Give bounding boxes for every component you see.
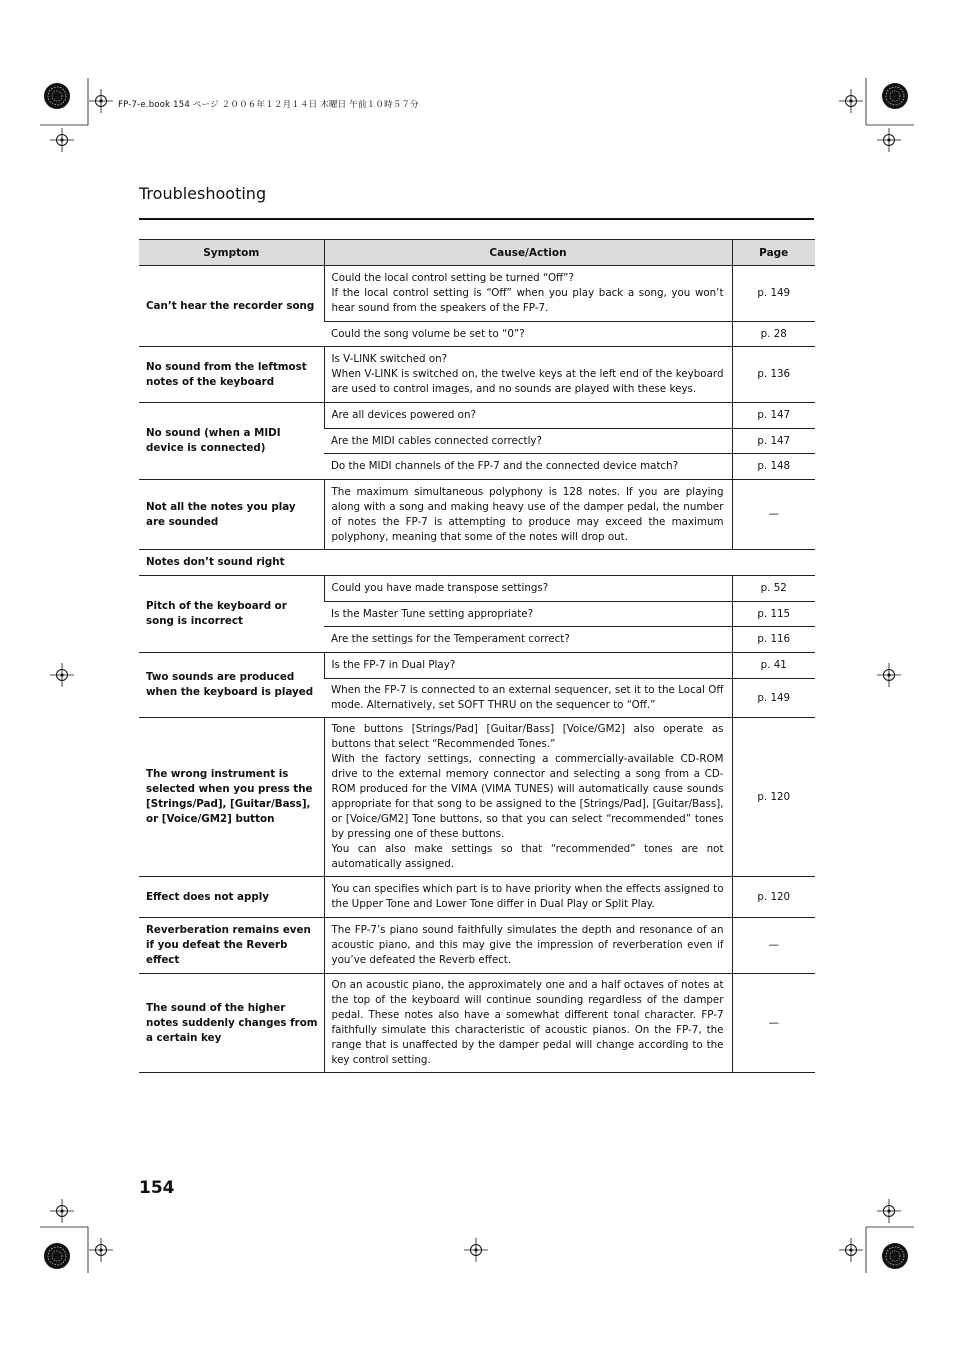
cause-action-text: On an acoustic piano, the approximately one and a half octaves of notes at the top of the keyboard will continue sounding regardless of the damper pedal. These notes also have a somewhat different tonal character. FP-7 faithfully simulate this characteristic of acoustic pianos. On the FP-7, the range that is unaffected by the damper pedal will change according to the key control setting. <box>331 979 724 1066</box>
cause-action-cell <box>324 627 732 653</box>
page-reference-cell: p. 120 <box>732 718 815 877</box>
cause-action-cell <box>324 576 732 602</box>
cause-action-cell <box>324 347 732 403</box>
cause-action-text: Are all devices powered on? <box>331 409 476 421</box>
cause-action-cell <box>324 679 732 718</box>
cause-action-text: Could the song volume be set to “0”? <box>331 327 525 340</box>
section-heading: Notes don’t sound right <box>139 550 815 576</box>
page-reference-cell: — <box>732 974 815 1073</box>
cause-action-cell <box>324 429 732 454</box>
cause-action-text: Do the MIDI channels of the FP-7 and the connected device match? <box>331 460 679 472</box>
cause-action-text: When V-LINK is switched on, the twelve keys at the left end of the keyboard are used to control images, and no sounds are played with these keys. <box>331 368 724 395</box>
page-reference-cell: p. 147 <box>732 403 815 429</box>
symptom-cell: Two sounds are produced when the keyboard is played <box>139 653 324 718</box>
print-metadata: FP-7-e.book 154 ページ ２００６年１２月１４日 木曜日 午前１０時５７分 <box>118 100 419 110</box>
table-row <box>139 877 815 918</box>
symptom-cell: The sound of the higher notes suddenly changes from a certain key <box>139 974 324 1073</box>
cause-action-text: Is the Master Tune setting appropriate? <box>331 607 534 620</box>
cause-action-cell <box>324 918 732 974</box>
cause-action-text: Could you have made transpose settings? <box>331 582 549 594</box>
page-reference-cell: — <box>732 480 815 550</box>
cause-action-text: If the local control setting is “Off” when you play back a song, you won’t hear sound from the speakers of the FP-7. <box>331 287 724 314</box>
page-reference-cell: p. 120 <box>732 877 815 918</box>
table-row <box>139 974 815 1073</box>
cause-action-cell <box>324 454 732 480</box>
cause-action-text: You can also make settings so that “recommended” tones are not automatically assigned. <box>331 843 724 870</box>
table-row <box>139 266 815 322</box>
symptom-cell: Effect does not apply <box>139 877 324 918</box>
table-row <box>139 403 815 429</box>
cause-action-cell <box>324 403 732 429</box>
cause-action-cell <box>324 974 732 1073</box>
table-row <box>139 347 815 403</box>
symptom-cell: The wrong instrument is selected when you press the [Strings/Pad], [Guitar/Bass], or [Voice/GM2] button <box>139 718 324 877</box>
page-reference-cell: p. 41 <box>732 653 815 679</box>
page-reference-cell: p. 28 <box>732 322 815 347</box>
cause-action-cell <box>324 602 732 627</box>
cause-action-text: Could the local control setting be turned “Off”? <box>331 272 574 284</box>
symptom-cell: Not all the notes you play are sounded <box>139 480 324 550</box>
cause-action-text: The FP-7’s piano sound faithfully simulates the depth and resonance of an acoustic piano, and this may give the impression of reverberation even if you’ve defeated the Reverb effect. <box>331 924 724 966</box>
page-reference-cell: p. 52 <box>732 576 815 602</box>
cause-action-text: When the FP-7 is connected to an external sequencer, set it to the Local Off mode. Alternatively, set SOFT THRU on the sequencer to “Off.” <box>331 684 724 711</box>
page-reference-cell: p. 149 <box>732 266 815 322</box>
cause-action-cell <box>324 877 732 918</box>
cause-action-cell <box>324 653 732 679</box>
column-header-symptom: Symptom <box>139 240 324 266</box>
cause-action-text: The maximum simultaneous polyphony is 128 notes. If you are playing along with a song and making heavy use of the damper pedal, the number of notes the FP-7 is attempting to produce may exceed the maximum polyphony, meaning that some of the notes will drop out. <box>331 485 724 543</box>
cause-action-text: You can specifies which part is to have priority when the effects assigned to the Upper Tone and Lower Tone differ in Dual Play or Split Play. <box>331 883 724 910</box>
symptom-cell: No sound from the leftmost notes of the keyboard <box>139 347 324 403</box>
page-reference-cell: — <box>732 918 815 974</box>
table-row <box>139 653 815 679</box>
cause-action-cell <box>324 266 732 322</box>
page-reference-cell: p. 116 <box>732 627 815 653</box>
table-row <box>139 576 815 602</box>
cause-action-text: Tone buttons [Strings/Pad] [Guitar/Bass] [Voice/GM2] also operate as buttons that select “Recommended Tones.” <box>331 723 724 750</box>
page-reference-cell: p. 115 <box>732 602 815 627</box>
cause-action-text: Are the MIDI cables connected correctly? <box>331 434 542 447</box>
symptom-cell: Reverberation remains even if you defeat the Reverb effect <box>139 918 324 974</box>
symptom-cell: Can’t hear the recorder song <box>139 266 324 347</box>
troubleshooting-table <box>139 239 815 1073</box>
section-row <box>139 550 815 576</box>
page-reference-cell: p. 136 <box>732 347 815 403</box>
cause-action-cell <box>324 480 732 550</box>
title-rule <box>139 218 814 220</box>
cause-action-cell <box>324 322 732 347</box>
cause-action-cell <box>324 718 732 877</box>
table-body <box>139 266 815 1073</box>
table-row <box>139 480 815 550</box>
page-reference-cell: p. 147 <box>732 429 815 454</box>
cause-action-text: With the factory settings, connecting a commercially-available CD-ROM drive to the external memory connector and selecting a song from a CD-ROM produced for the VIMA (VIMA TUNES) will automatically cause sounds appropriate for that song to be assigned to the [Strings/Pad], [Guitar/Bass], or [Voice/GM2] Tone buttons, so that you can select “recommended” tones by pressing one of these buttons. <box>331 753 724 840</box>
cause-action-text: Is the FP-7 in Dual Play? <box>331 659 456 671</box>
page-reference-cell: p. 149 <box>732 679 815 718</box>
symptom-cell: Pitch of the keyboard or song is incorrect <box>139 576 324 653</box>
column-header-cause-action: Cause/Action <box>324 240 732 266</box>
table-row <box>139 718 815 877</box>
cause-action-text: Is V-LINK switched on? <box>331 353 448 365</box>
cause-action-text: Are the settings for the Temperament correct? <box>331 633 570 645</box>
column-header-page: Page <box>732 240 815 266</box>
table-row <box>139 918 815 974</box>
symptom-cell: No sound (when a MIDI device is connected) <box>139 403 324 480</box>
table-header-row <box>139 240 815 266</box>
page-number: 154 <box>139 1178 175 1198</box>
page-reference-cell: p. 148 <box>732 454 815 480</box>
section-title: Troubleshooting <box>139 184 267 203</box>
